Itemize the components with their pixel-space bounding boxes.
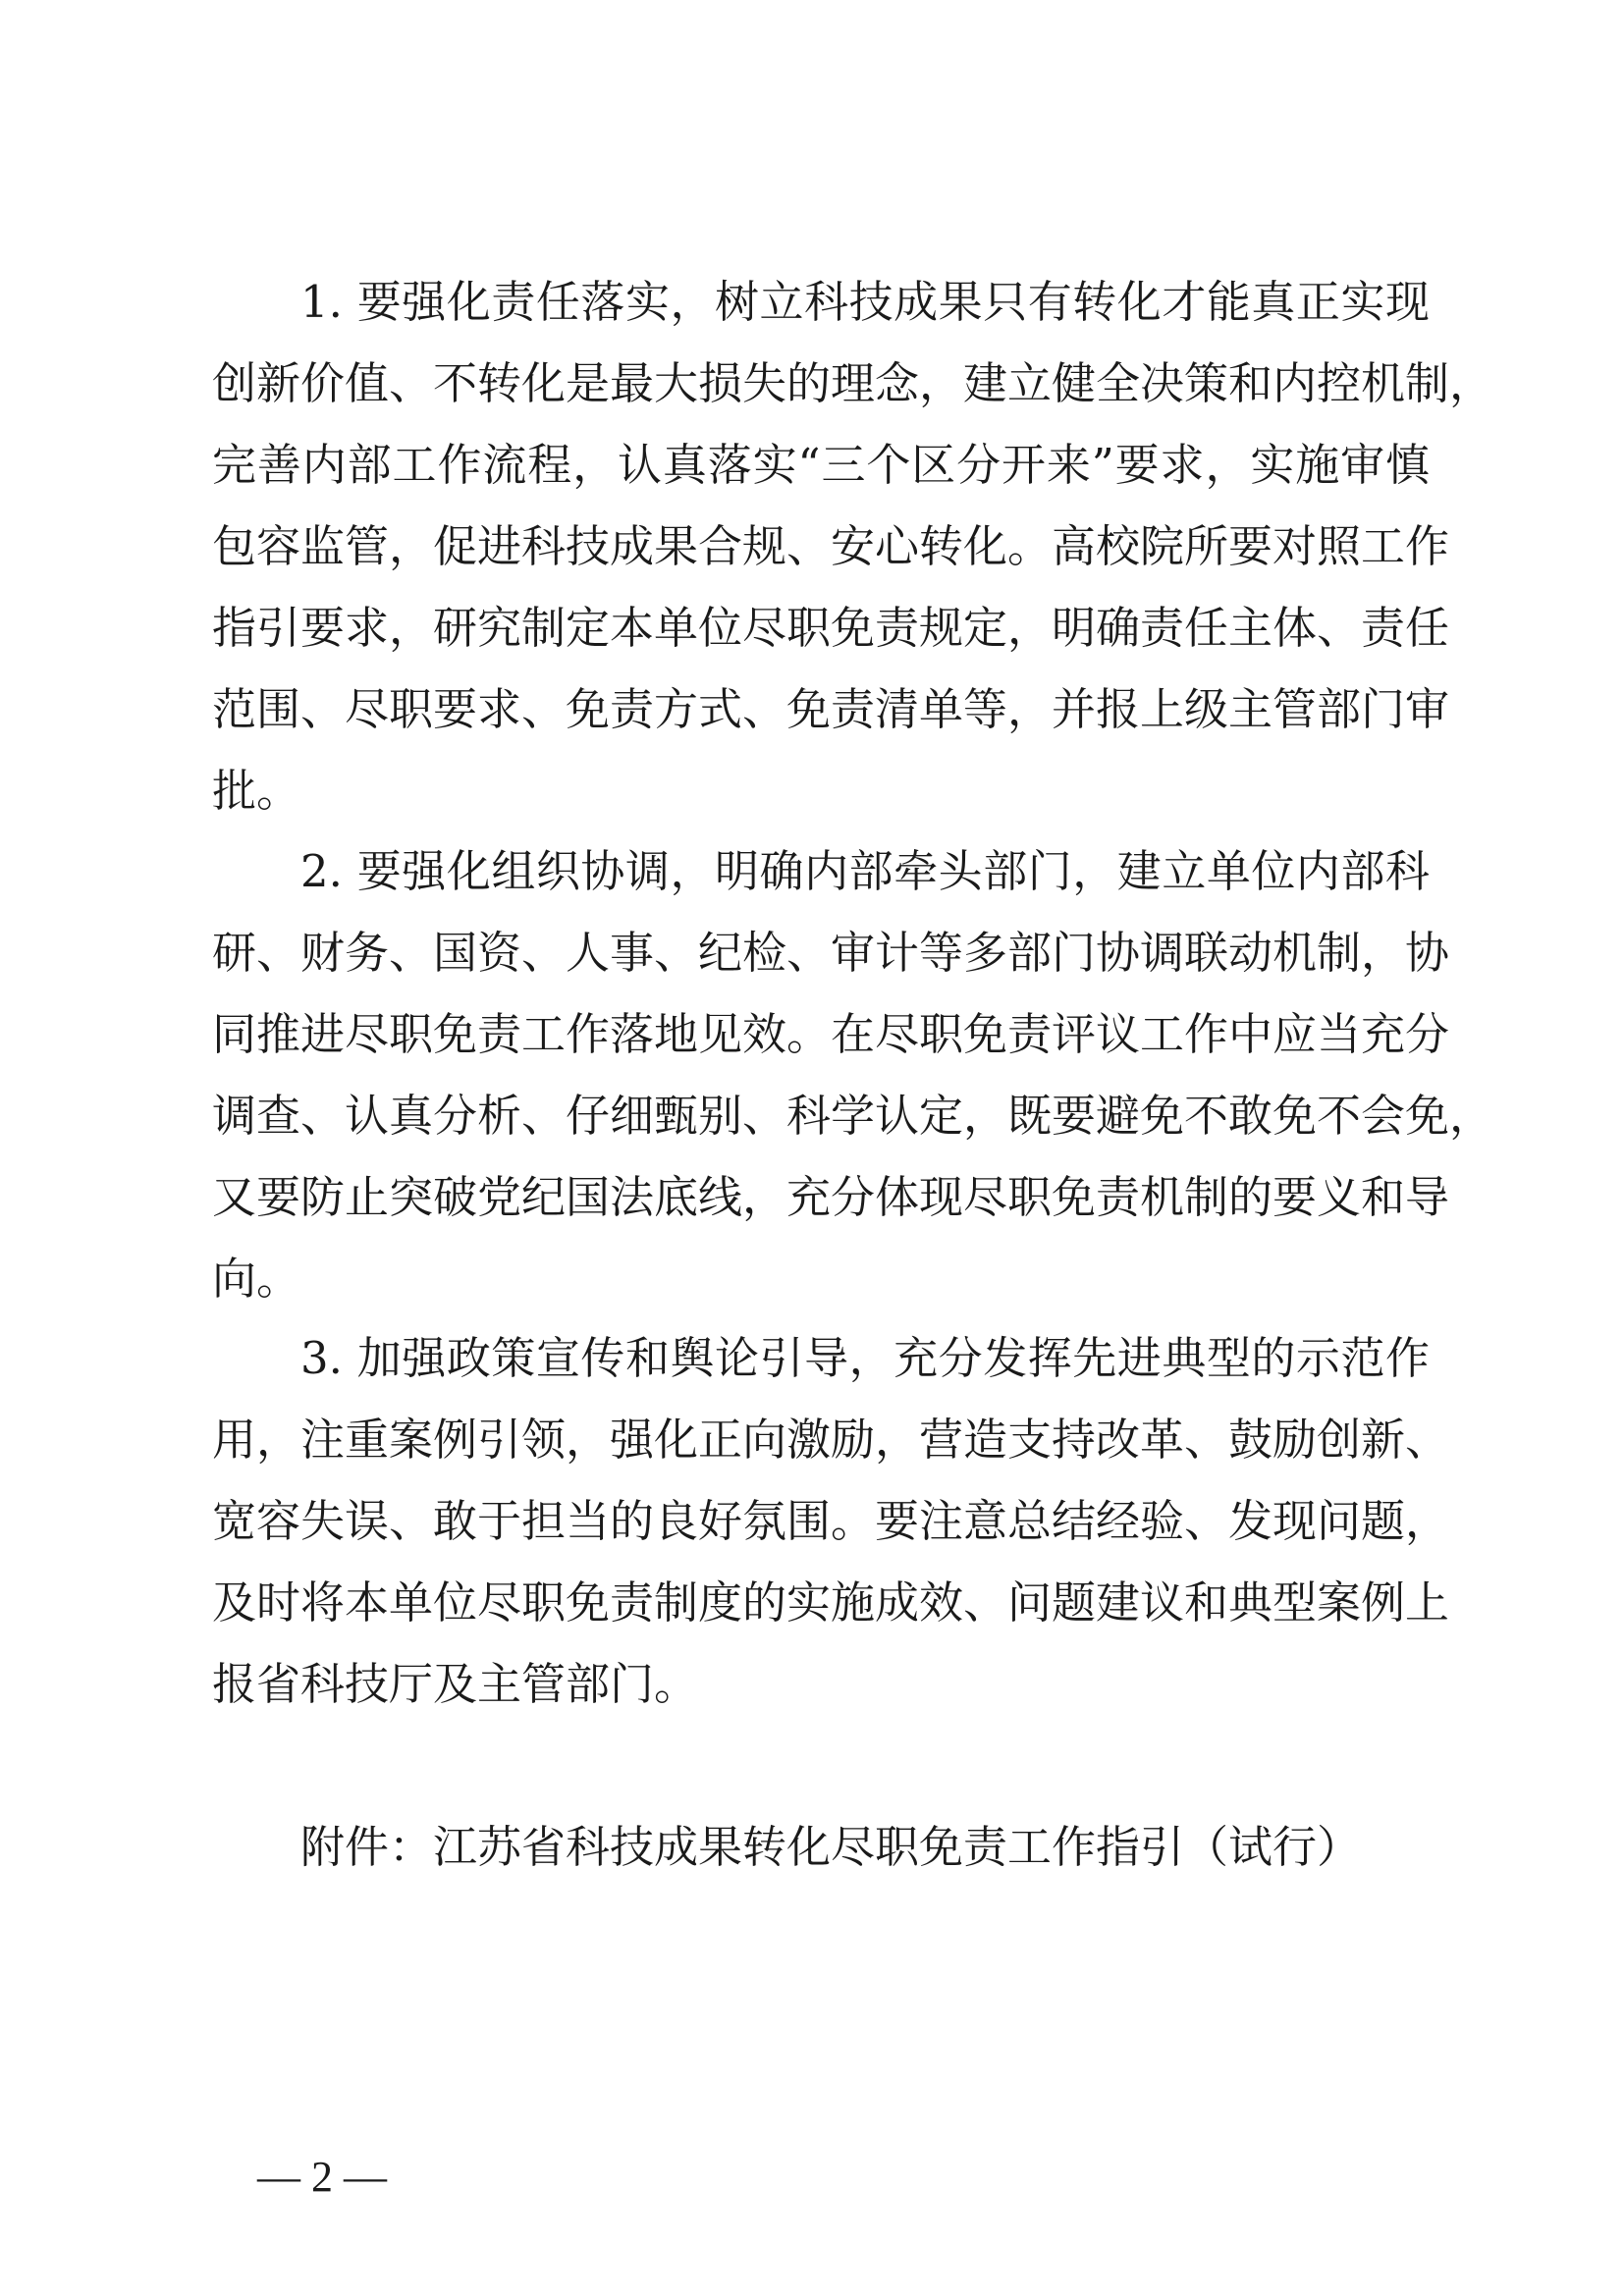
paragraph-line: 包容监管，促进科技成果合规、安心转化。高校院所要对照工作 bbox=[212, 520, 1450, 572]
paragraph-line: 范围、尽职要求、免责方式、免责清单等，并报上级主管部门审 bbox=[212, 683, 1450, 735]
paragraph-line: 又要防止突破党纪国法底线，充分体现尽职免责机制的要义和导 bbox=[212, 1171, 1450, 1223]
paragraph-line: 创新价值、不转化是最大损失的理念，建立健全决策和内控机制， bbox=[212, 357, 1494, 409]
paragraph-line: 1. 要强化责任落实，树立科技成果只有转化才能真正实现 bbox=[300, 276, 1430, 328]
page-number: — 2 — bbox=[257, 2153, 387, 2201]
paragraph-line: 报省科技厅及主管部门。 bbox=[212, 1658, 699, 1710]
paragraph-1 bbox=[212, 261, 1494, 831]
paragraph-line: 同推进尽职免责工作落地见效。在尽职免责评议工作中应当充分 bbox=[212, 1008, 1450, 1060]
paragraph-line: 批。 bbox=[212, 765, 301, 817]
attachment-note: 附件：江苏省科技成果转化尽职免责工作指引（试行） bbox=[300, 1821, 1362, 1873]
paragraph-line: 向。 bbox=[212, 1253, 301, 1305]
paragraph-line: 指引要求，研究制定本单位尽职免责规定，明确责任主体、责任 bbox=[212, 602, 1450, 654]
paragraph-line: 及时将本单位尽职免责制度的实施成效、问题建议和典型案例上 bbox=[212, 1576, 1450, 1629]
paragraph-line: 完善内部工作流程，认真落实“三个区分开来”要求，实施审慎 bbox=[212, 439, 1430, 491]
paragraph-line: 用，注重案例引领，强化正向激励，营造支持改革、鼓励创新、 bbox=[212, 1414, 1450, 1466]
paragraph-2 bbox=[212, 830, 1494, 1319]
paragraph-line: 宽容失误、敢于担当的良好氛围。要注意总结经验、发现问题， bbox=[212, 1495, 1450, 1547]
paragraph-line: 调查、认真分析、仔细甄别、科学认定，既要避免不敢免不会免， bbox=[212, 1090, 1494, 1142]
paragraph-line: 研、财务、国资、人事、纪检、审计等多部门协调联动机制，协 bbox=[212, 927, 1450, 979]
paragraph-line: 3. 加强政策宣传和舆论引导，充分发挥先进典型的示范作 bbox=[300, 1332, 1430, 1384]
paragraph-3 bbox=[212, 1317, 1450, 1725]
paragraph-line: 2. 要强化组织协调，明确内部牵头部门，建立单位内部科 bbox=[300, 845, 1430, 897]
